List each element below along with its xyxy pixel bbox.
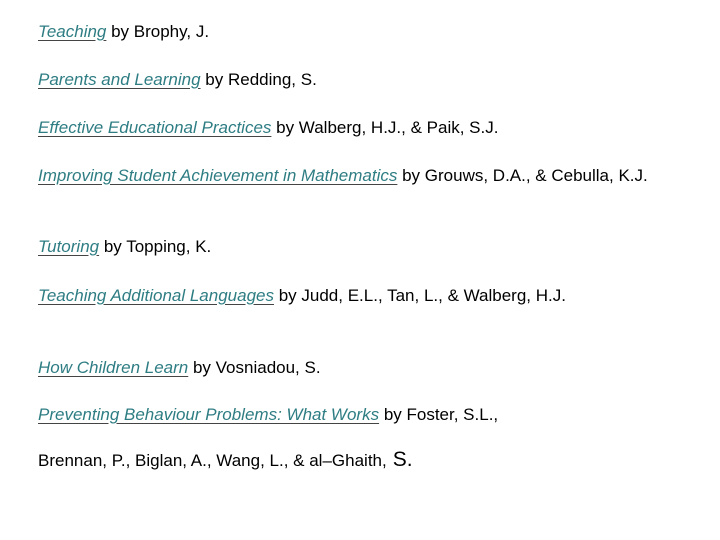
reference-item bbox=[38, 235, 678, 259]
reference-authors: by Vosniadou, S. bbox=[188, 358, 321, 377]
reference-authors: by Foster, S.L., bbox=[379, 405, 499, 424]
reference-authors: by Redding, S. bbox=[200, 70, 317, 89]
reference-title-link[interactable]: How Children Learn bbox=[38, 358, 189, 377]
reference-authors: by Judd, E.L., Tan, L., & Walberg, H.J. bbox=[274, 286, 566, 305]
reference-continuation bbox=[38, 448, 678, 473]
reference-author-initial: S. bbox=[392, 448, 413, 471]
reference-authors: by Brophy, J. bbox=[106, 22, 210, 41]
reference-item bbox=[38, 356, 678, 380]
reference-authors: by Topping, K. bbox=[99, 237, 212, 256]
reference-title-link[interactable]: Teaching Additional Languages bbox=[38, 286, 274, 305]
reference-title-link[interactable]: Effective Educational Practices bbox=[38, 118, 272, 137]
reference-item bbox=[38, 20, 678, 44]
reference-authors-continued: Brennan, P., Biglan, A., Wang, L., & al–Ghaith, bbox=[38, 451, 387, 470]
reference-title-link[interactable]: Parents and Learning bbox=[38, 70, 201, 89]
reference-title-link[interactable]: Preventing Behaviour Problems: What Works bbox=[38, 405, 380, 424]
reference-authors: by Walberg, H.J., & Paik, S.J. bbox=[271, 118, 499, 137]
reference-item bbox=[38, 403, 678, 427]
reference-authors: by Grouws, D.A., & Cebulla, K.J. bbox=[397, 166, 648, 185]
reference-item bbox=[38, 284, 678, 308]
reference-item bbox=[38, 116, 678, 140]
reference-item bbox=[38, 164, 678, 188]
reference-title-link[interactable]: Improving Student Achievement in Mathematics bbox=[38, 166, 398, 185]
reference-title-link[interactable]: Tutoring bbox=[38, 237, 100, 256]
reference-item bbox=[38, 68, 678, 92]
reference-title-link[interactable]: Teaching bbox=[38, 22, 107, 41]
